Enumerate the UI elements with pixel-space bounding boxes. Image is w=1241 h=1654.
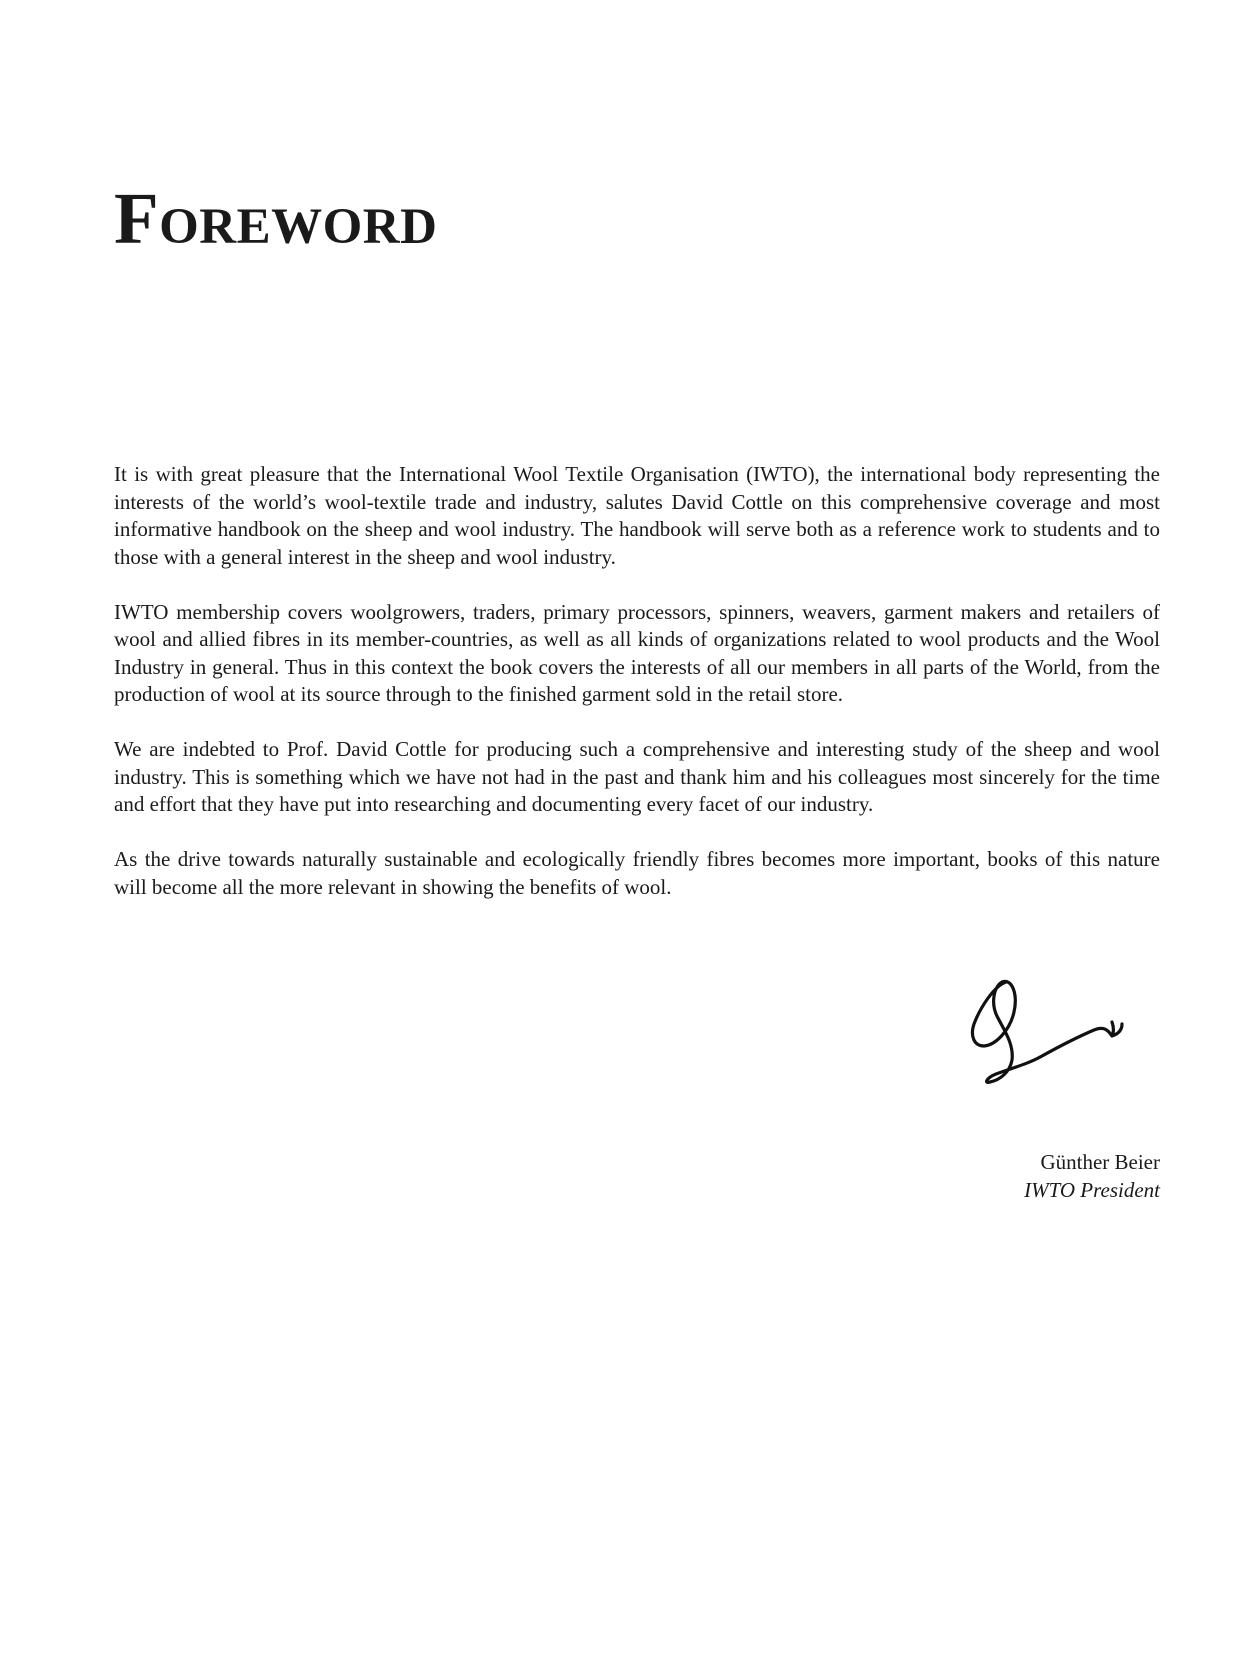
signature-drawing bbox=[962, 972, 1152, 1092]
paragraph-3: We are indebted to Prof. David Cottle for producing such a comprehensive and interesting study of the sheep and wool industry. This is something which we have not had in the past and thank him and his colleagues most sincerely for the time and effort that they have put into researching and documenting every facet of our industry. bbox=[114, 737, 1160, 816]
handwritten-signature bbox=[962, 972, 1152, 1092]
signatory-block bbox=[1024, 1148, 1160, 1204]
foreword-body bbox=[114, 461, 1160, 929]
paragraph-4: As the drive towards naturally sustainable and ecologically friendly fibres becomes more important, books of this nature will become all the more relevant in showing the benefits of wool. bbox=[114, 847, 1160, 899]
paragraph-2: IWTO membership covers woolgrowers, traders, primary processors, spinners, weavers, garment makers and retailers of wool and allied fibres in its member-countries, as well as all kinds of organizations related to wool products and the Wool Industry in general. Thus in this context the book covers the interests of all our members in all parts of the World, from the production of wool at its source through to the finished garment sold in the retail store. bbox=[114, 599, 1160, 706]
signatory-role: IWTO President bbox=[1024, 1178, 1160, 1202]
signatory-name: Günther Beier bbox=[1040, 1150, 1160, 1174]
paragraph-1: It is with great pleasure that the International Wool Textile Organisation (IWTO), the international body representing the interests of the world’s wool-textile trade and industry, salutes David Cottle on this comprehensive coverage and most informative handbook on the sheep and wool industry. The handbook will serve both as a reference work to students and to those with a general interest in the sheep and wool industry. bbox=[114, 462, 1160, 569]
page-title: Foreword bbox=[114, 178, 438, 259]
